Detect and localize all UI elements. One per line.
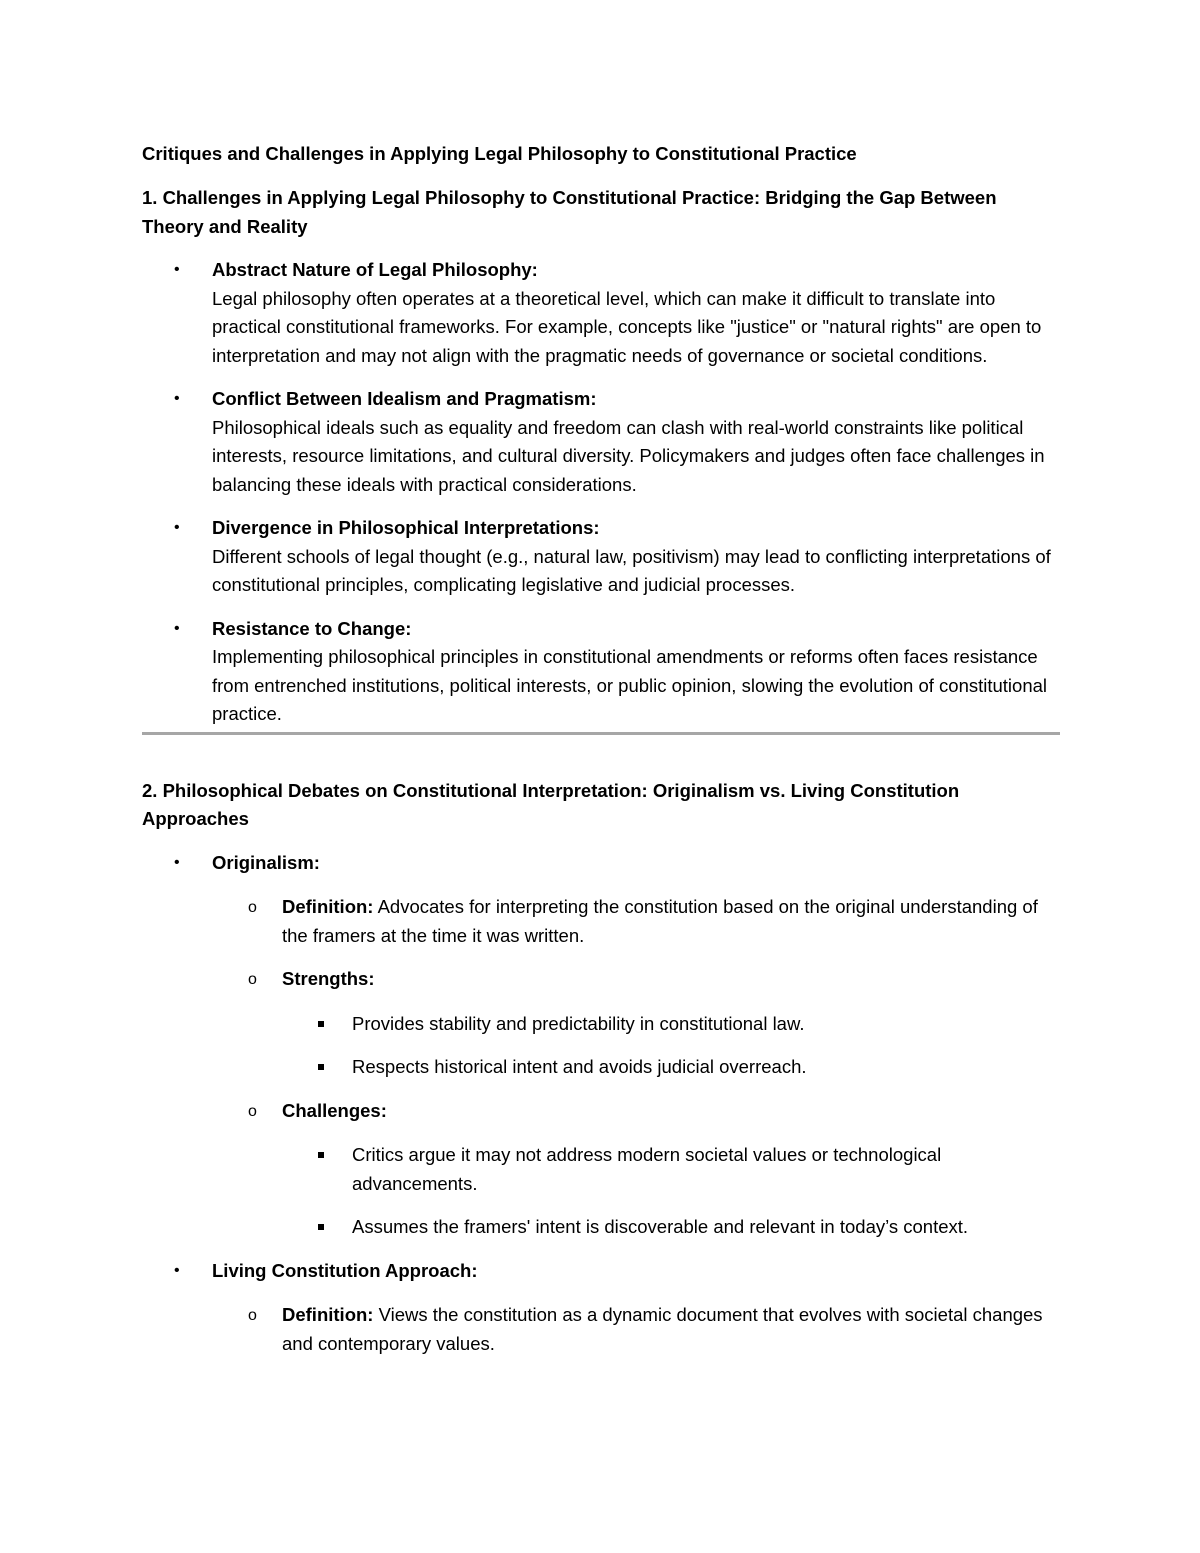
item-title: Living Constitution Approach:: [212, 1259, 478, 1281]
list-item-living-constitution: [142, 1257, 1062, 1359]
section-1-heading: 1. Challenges in Applying Legal Philosophy to Constitutional Practice: Bridging the Gap Between Theory and Reality: [142, 187, 997, 237]
definition-label: Definition:: [282, 896, 374, 917]
sub-item-challenges: [212, 1097, 1062, 1242]
square-bullet-icon: [318, 1064, 324, 1070]
sub-item-strengths: [212, 965, 1062, 1082]
bullet-icon: •: [174, 619, 180, 637]
list-item: [142, 256, 1062, 370]
item-title: Abstract Nature of Legal Philosophy:: [212, 259, 538, 280]
strengths-label: Strengths:: [282, 968, 375, 989]
challenges-list: [282, 1141, 1062, 1242]
challenge-text: Assumes the framers' intent is discoverable and relevant in today’s context.: [352, 1216, 969, 1237]
bullet-icon: •: [174, 853, 180, 871]
square-bullet-icon: [318, 1152, 324, 1158]
square-bullet-icon: [318, 1224, 324, 1230]
item-body: Different schools of legal thought (e.g., natural law, positivism) may lead to conflicting interpretations of constitutional principles, complicating legislative and judicial processes.: [212, 545, 1051, 595]
list-item: [142, 385, 1062, 499]
bullet-icon: •: [174, 390, 180, 407]
list-item-originalism: [142, 849, 1062, 1242]
item-title: Conflict Between Idealism and Pragmatism:: [212, 388, 597, 409]
circle-bullet-icon: o: [248, 1307, 257, 1324]
item-title: Resistance to Change:: [212, 617, 412, 639]
item-title: Originalism:: [212, 851, 320, 873]
list-item: [142, 615, 1062, 729]
definition-label: Definition:: [282, 1304, 374, 1325]
bullet-icon: •: [174, 519, 180, 536]
circle-bullet-icon: o: [248, 899, 257, 916]
sub-item-definition: [212, 893, 1062, 950]
circle-bullet-icon: o: [248, 1102, 257, 1120]
list-item: [142, 514, 1062, 600]
originalism-sublist: [212, 893, 1062, 1242]
bullet-icon: •: [174, 1261, 180, 1279]
section-2-heading: 2. Philosophical Debates on Constitutional Interpretation: Originalism vs. Living Constitution Approaches: [142, 779, 960, 829]
strength-text: Respects historical intent and avoids judicial overreach.: [352, 1056, 807, 1077]
challenge-text: Critics argue it may not address modern societal values or technological advancements.: [352, 1144, 942, 1194]
document-content: [142, 140, 1062, 1373]
section-1-list: [142, 256, 1062, 729]
item-body: Legal philosophy often operates at a theoretical level, which can make it difficult to translate into practical constitutional frameworks. For example, concepts like "justice" or "natural rights" are open to interpretation and may not align with the pragmatic needs of governance or societal conditions.: [212, 287, 1042, 366]
document-title: Critiques and Challenges in Applying Legal Philosophy to Constitutional Practice: [142, 143, 857, 164]
circle-bullet-icon: o: [248, 971, 257, 988]
section-2-list: [142, 849, 1062, 1359]
strength-text: Provides stability and predictability in constitutional law.: [352, 1012, 805, 1034]
strength-item: [282, 1010, 1062, 1039]
living-sublist: [212, 1301, 1062, 1358]
strength-item: [282, 1053, 1062, 1082]
sub-item-definition: [212, 1301, 1062, 1358]
item-body: Philosophical ideals such as equality and freedom can clash with real-world constraints like political interests, resource limitations, and cultural diversity. Policymakers and judges often face challenges in balancing these ideals with practical considerations.: [212, 416, 1045, 495]
challenge-item: [282, 1141, 1062, 1198]
square-bullet-icon: [318, 1021, 324, 1027]
definition-text: Views the constitution as a dynamic document that evolves with societal changes and contemporary values.: [282, 1304, 1043, 1354]
challenge-item: [282, 1213, 1062, 1242]
definition-text: Advocates for interpreting the constitution based on the original understanding of the framers at the time it was written.: [282, 896, 1038, 946]
item-body: Implementing philosophical principles in constitutional amendments or reforms often faces resistance from entrenched institutions, political interests, or public opinion, slowing the evolution of constitutional practice.: [212, 646, 1048, 724]
strengths-list: [282, 1010, 1062, 1082]
challenges-label: Challenges:: [282, 1099, 387, 1121]
item-title: Divergence in Philosophical Interpretations:: [212, 517, 600, 538]
horizontal-divider: [142, 732, 1060, 735]
section-2: [142, 777, 1062, 1359]
bullet-icon: •: [174, 261, 180, 278]
